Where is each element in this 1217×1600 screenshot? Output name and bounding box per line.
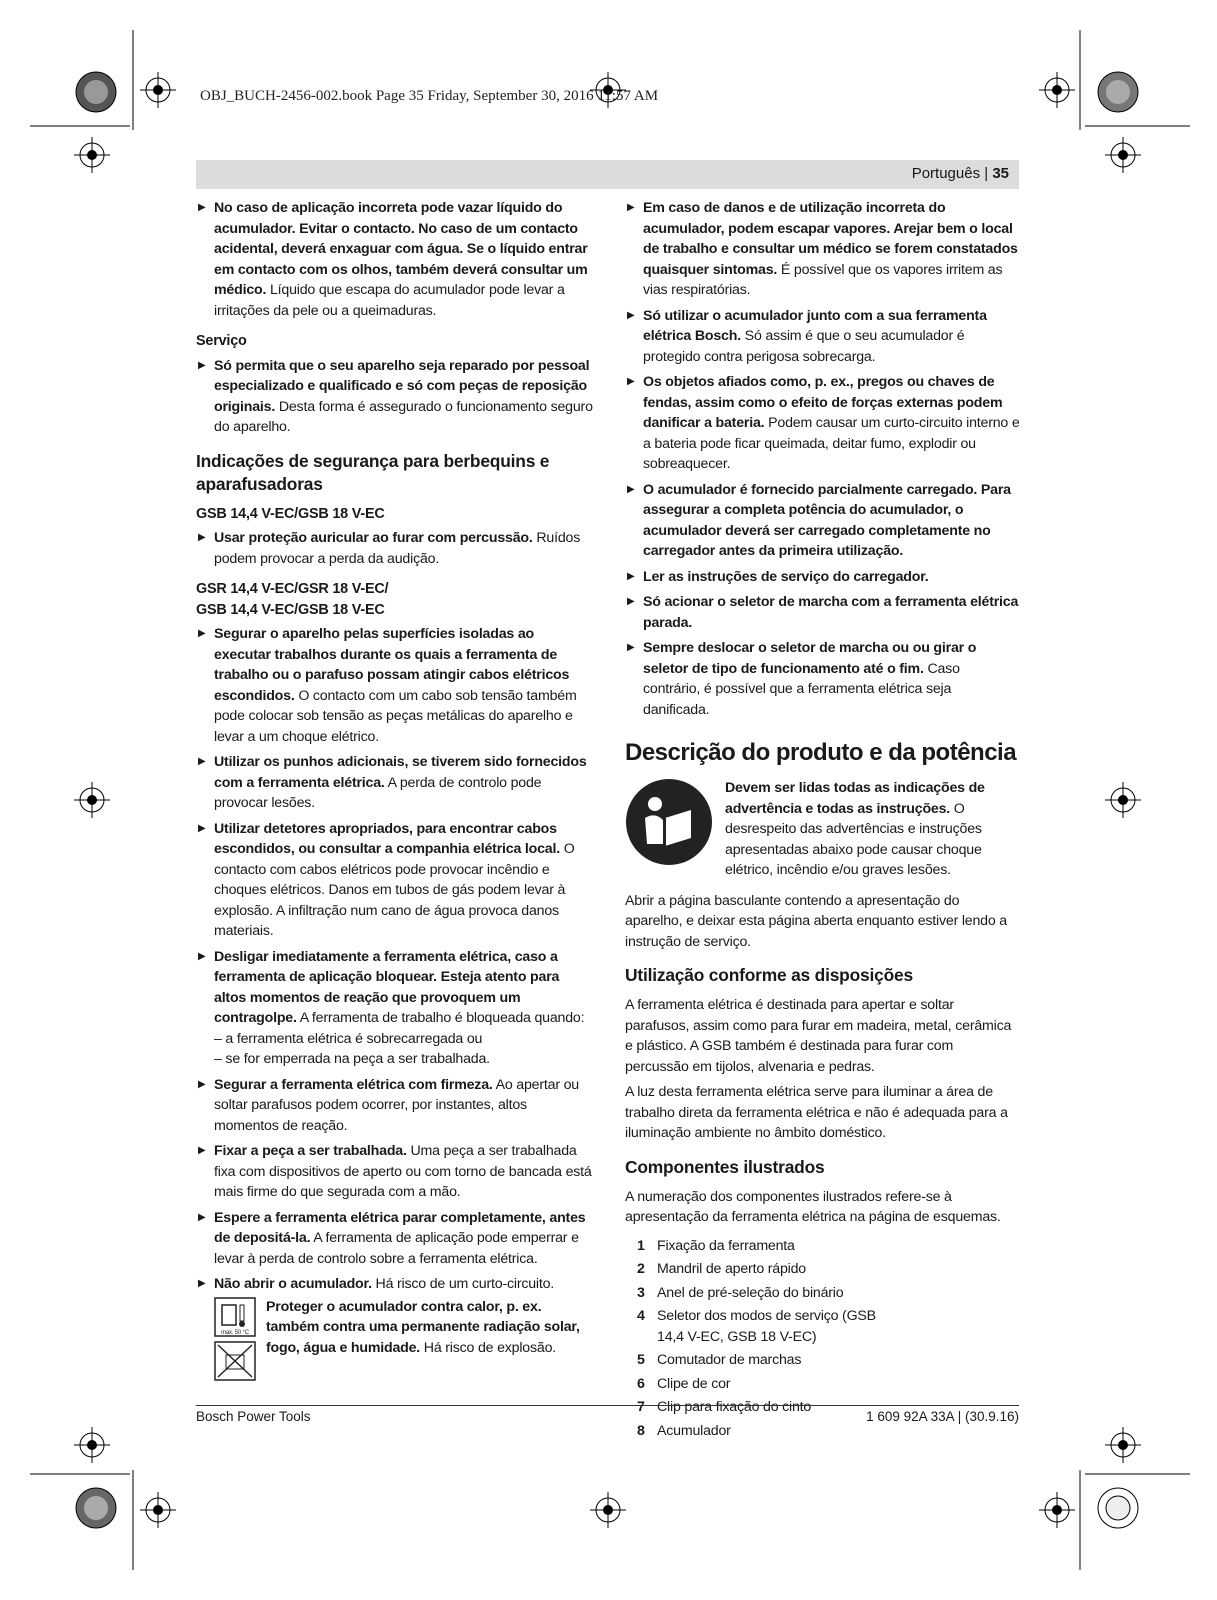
bullet-text: Ao apertar ou soltar parafusos podem ocorrer, por instantes, altos momentos de reação. [214, 1076, 579, 1134]
bullet-text: Ruídos podem provocar a perda da audição. [214, 530, 581, 567]
page-header [196, 160, 1019, 189]
bullet-strong: Desligar imediatamente a ferramenta elétrica, caso a ferramenta de aplicação bloquear. Esteja atento para altos momentos de reação que provoquem um contragolpe. [214, 948, 560, 1026]
item-label: Clipe de cor [657, 1375, 731, 1392]
bullet-item [625, 638, 1020, 720]
bullet-item [196, 624, 594, 747]
dash-item: – se for emperrada na peça a ser trabalhada. [214, 1051, 490, 1067]
bullet-strong: Em caso de danos e de utilização incorreta do acumulador, podem escapar vapores. Arejar bem o local de trabalho e consultar um médico se forem constatados quaisquer sintomas. [643, 200, 1018, 278]
read-instructions-block [625, 778, 1020, 881]
item-number: 8 [637, 1422, 645, 1439]
paragraph: Abrir a página basculante contendo a apresentação do aparelho, e deixar esta página aberta enquanto estiver lendo a instrução de serviço. [625, 892, 1007, 950]
list-item [637, 1374, 1020, 1395]
bullet-text: Podem causar um curto-circuito interno e a bateria pode ficar queimada, deitar fumo, explodir ou sobreaquecer. [643, 415, 1020, 472]
warn-text: O desrespeito das advertências e instruções apresentadas abaixo pode causar choque elétrico, incêndio e/ou graves lesões. [725, 800, 982, 878]
language-label: Português | [911, 165, 989, 182]
bullet-strong: Ler as instruções de serviço do carregador. [643, 568, 929, 585]
model-subheading: GSR 14,4 V-EC/GSR 18 V-EC/ [196, 581, 389, 597]
subheading-servico: Serviço [196, 333, 247, 349]
bullet-item [625, 306, 1020, 368]
heat-temperature-icon [214, 1297, 256, 1337]
list-item [637, 1283, 1020, 1304]
item-label: Clip para fixação do cinto [657, 1399, 812, 1415]
bullet-strong: Fixar a peça a ser trabalhada. [214, 1143, 407, 1159]
item-number: 2 [637, 1261, 645, 1277]
bullet-strong: No caso de aplicação incorreta pode vazar líquido do acumulador. Evitar o contacto. No caso de um contacto acidental, deverá enxaguar com água. Se o líquido entrar em contacto com os olhos, também deverá consultar um médico. [214, 200, 588, 298]
footer-brand: Bosch Power Tools [196, 1409, 311, 1424]
heat-warning-text [266, 1297, 594, 1381]
item-number: 5 [637, 1352, 645, 1368]
bullet-text: É possível que os vapores irritem as vias respiratórias. [643, 261, 1003, 298]
bullet-strong: Sempre deslocar o seletor de marcha ou ou girar o seletor de tipo de funcionamento até o fim. [643, 640, 977, 677]
bullet-item [196, 356, 594, 438]
left-column [196, 198, 594, 1381]
bullet-strong: Os objetos afiados como, p. ex., pregos ou chaves de fendas, assim como o efeito de forças externas podem danificar a bateria. [643, 374, 1003, 431]
item-number: 7 [637, 1399, 645, 1415]
bullet-item [196, 1274, 594, 1295]
section-heading-componentes: Componentes ilustrados [625, 1156, 825, 1177]
section-heading-descricao: Descrição do produto e da potência [625, 739, 1017, 766]
bullet-text: Uma peça a ser trabalhada fixa com dispositivos de aperto ou com torno de bancada está mais firme do que segurada com a mão. [214, 1143, 592, 1200]
section-heading-utilizacao: Utilização conforme as disposições [625, 965, 913, 985]
footer-doc-number: 1 609 92A 33A | (30.9.16) [866, 1409, 1019, 1424]
bullet-strong: O acumulador é fornecido parcialmente carregado. Para assegurar a completa potência do acumulador, o acumulador deverá ser carregado completamente no carregador antes da primeira utilização. [643, 481, 1011, 559]
page-header-right [912, 165, 1009, 182]
bullet-item [196, 1141, 594, 1203]
warn-strong: Devem ser lidas todas as indicações de advertência e todas as instruções. [725, 780, 985, 817]
bullet-text: Líquido que escapa do acumulador pode levar a irritações da pele ou a queimaduras. [214, 282, 565, 319]
bullet-strong: Segurar a ferramenta elétrica com firmeza. [214, 1076, 493, 1093]
section-heading-indicacoes: Indicações de segurança para berbequins e aparafusadoras [196, 450, 550, 494]
bullet-strong: Espere a ferramenta elétrica parar completamente, antes de depositá-la. [214, 1209, 586, 1246]
book-info-line: OBJ_BUCH-2456-002.book Page 35 Friday, September 30, 2016 11:57 AM [200, 88, 659, 104]
no-water-fire-icon [214, 1341, 256, 1381]
item-label: Comutador de marchas [657, 1352, 802, 1368]
bullet-text: Só assim é que o seu acumulador é protegido contra perigosa sobrecarga. [643, 328, 965, 365]
bullet-item [196, 819, 594, 942]
model-subheading: GSB 14,4 V-EC/GSB 18 V-EC [196, 601, 385, 618]
paragraph: A ferramenta elétrica é destinada para apertar e soltar parafusos, assim como para furar em madeira, metal, cerâmica e plástico. A GSB também é destinada para furar com percussão em tijolos, alvenaria e pedras. [625, 997, 1012, 1075]
heat-warning-block [196, 1297, 594, 1381]
read-instructions-text [725, 778, 1020, 881]
bullet-strong: Proteger o acumulador contra calor, p. ex. também contra uma permanente radiação solar, fogo, água e humidade. [266, 1298, 580, 1356]
item-label: Fixação da ferramenta [657, 1237, 795, 1254]
item-label: Mandril de aperto rápido [657, 1261, 806, 1277]
bullet-text: O contacto com um cabo sob tensão também pode colocar sob tensão as peças metálicas do aparelho e levar a um choque elétrico. [214, 687, 577, 745]
bullet-item [625, 567, 1020, 588]
bullet-text: Há risco de explosão. [420, 1339, 557, 1356]
bullet-strong: Usar proteção auricular ao furar com percussão. [214, 530, 533, 546]
bullet-text: A ferramenta de aplicação pode emperrar e levar à perda de controlo sobre a ferramenta elétrica. [214, 1230, 579, 1267]
bullet-item [196, 1208, 594, 1270]
bullet-text: O contacto com cabos elétricos pode provocar incêndio e choques elétricos. Danos em tubos de gás podem levar à explosão. A infiltração num cano de água provoca danos materiais. [214, 841, 575, 939]
bullet-strong: Só utilizar o acumulador junto com a sua ferramenta elétrica Bosch. [643, 307, 987, 344]
item-number: 1 [637, 1237, 645, 1254]
item-number: 3 [637, 1284, 645, 1301]
bullet-strong: Só acionar o seletor de marcha com a ferramenta elétrica parada. [643, 594, 1019, 631]
page-number: 35 [992, 165, 1009, 182]
model-subheading: GSB 14,4 V-EC/GSB 18 V-EC [196, 505, 385, 522]
right-column [625, 198, 1020, 1444]
bullet-item [625, 198, 1020, 301]
bullet-item [196, 528, 594, 569]
bullet-item [625, 592, 1020, 633]
bullet-strong: Não abrir o acumulador. [214, 1276, 372, 1292]
dash-item: – a ferramenta elétrica é sobrecarregada ou [214, 1030, 483, 1047]
list-item [637, 1306, 1020, 1347]
bullet-strong: Utilizar detetores apropriados, para encontrar cabos escondidos, ou consultar a companhia elétrica local. [214, 820, 560, 857]
item-label: Acumulador [657, 1422, 731, 1439]
list-item [637, 1350, 1020, 1371]
bullet-strong: Só permita que o seu aparelho seja reparado por pessoal especializado e qualificado e só com peças de reposição originais. [214, 357, 590, 415]
paragraph: A numeração dos componentes ilustrados refere-se à apresentação da ferramenta elétrica na página de esquemas. [625, 1188, 1001, 1225]
bullet-text: Caso contrário, é possível que a ferramenta elétrica seja danificada. [643, 660, 960, 718]
bullet-text: Há risco de um curto-circuito. [371, 1276, 555, 1292]
bullet-item [196, 1075, 594, 1137]
warning-icons [214, 1297, 256, 1381]
bullet-text: Desta forma é assegurado o funcionamento seguro do aparelho. [214, 398, 593, 435]
item-number: 4 [637, 1308, 645, 1324]
list-item [637, 1236, 1020, 1257]
bullet-item [196, 752, 594, 814]
list-item [637, 1259, 1020, 1280]
paragraph: A luz desta ferramenta elétrica serve para iluminar a área de trabalho direta da ferramenta elétrica e não é adequada para a iluminação ambiente no âmbito doméstico. [625, 1084, 1008, 1141]
bullet-strong: Utilizar os punhos adicionais, se tiverem sido fornecidos com a ferramenta elétrica. [214, 754, 587, 791]
bullet-item [625, 372, 1020, 475]
bullet-text: A ferramenta de trabalho é bloqueada quando: [296, 1010, 585, 1026]
temperature-label: max. 50 °C [221, 1329, 249, 1336]
item-number: 6 [637, 1375, 645, 1392]
item-label: Anel de pré-seleção do binário [657, 1284, 844, 1301]
bullet-item [625, 480, 1020, 562]
read-manual-icon [625, 778, 713, 866]
bullet-strong: Segurar o aparelho pelas superfícies isoladas ao executar trabalhos durante os quais a ferramenta de trabalho ou o parafuso possam atingir cabos elétricos escondidos. [214, 626, 570, 704]
item-label: Seletor dos modos de serviço (GSB 14,4 V-EC, GSB 18 V-EC) [657, 1308, 876, 1345]
bullet-item [196, 198, 594, 321]
bullet-text: A perda de controlo pode provocar lesões. [214, 774, 542, 811]
bullet-item [196, 947, 594, 1029]
